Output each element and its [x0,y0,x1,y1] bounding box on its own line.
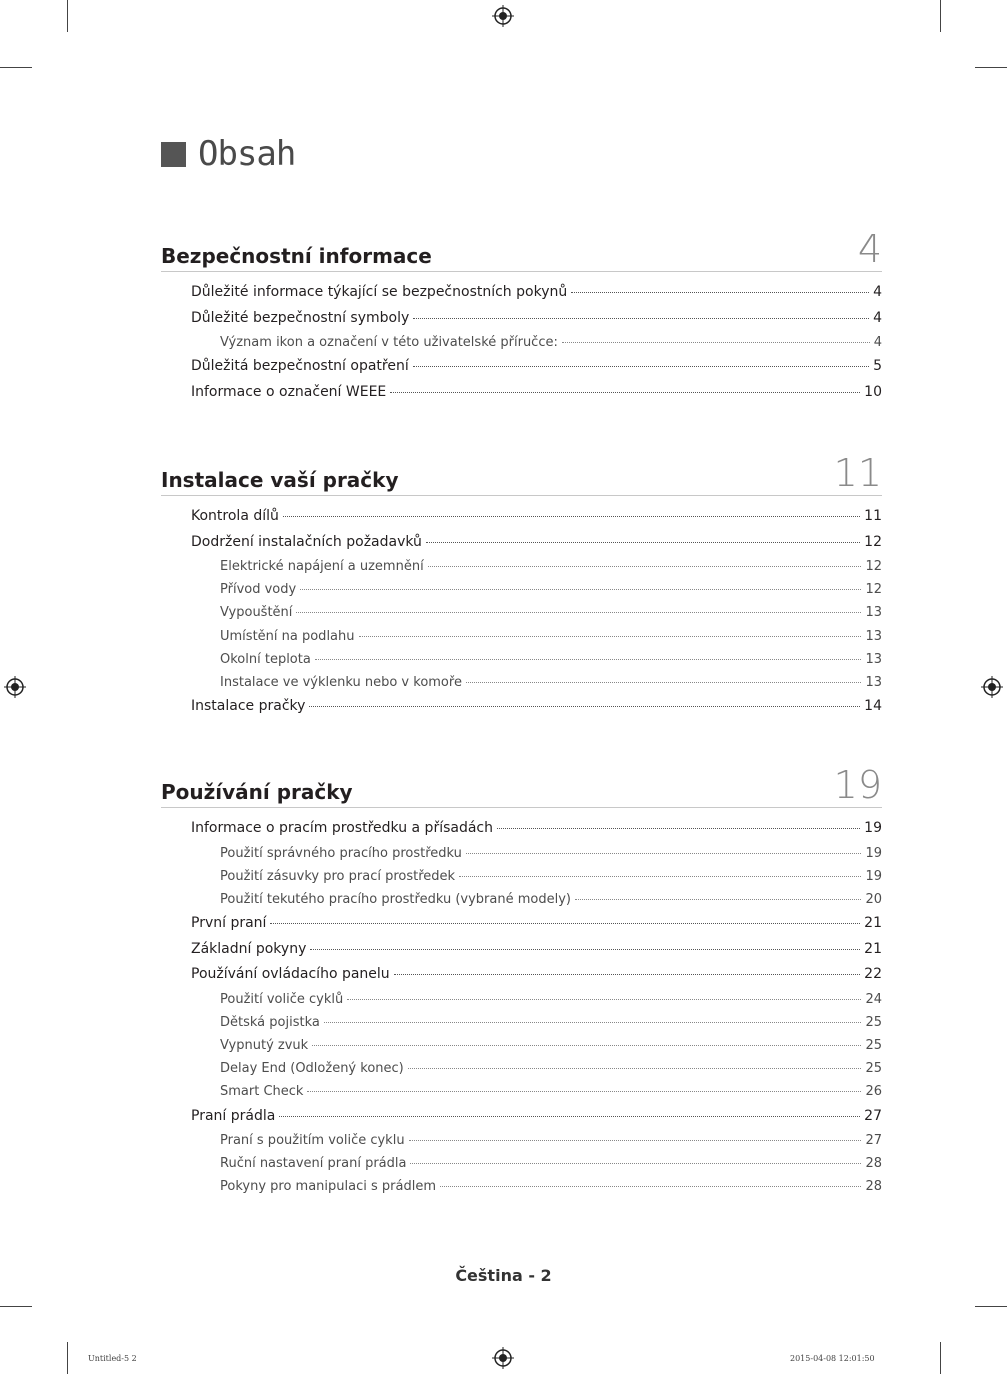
toc-entries [161,508,882,724]
toc-entry-label: Vypouštění [220,605,293,621]
crop-mark [0,1306,32,1307]
dot-leader [279,1116,860,1117]
title-square-icon [161,142,186,167]
toc-entry-label: Informace o označení WEEE [191,383,387,400]
toc-entry-page: 13 [865,605,882,621]
toc-entry[interactable] [161,310,882,336]
dot-leader [466,853,862,854]
toc-entry-page: 21 [864,940,882,957]
toc-section-safety [161,227,882,409]
toc-entry[interactable] [161,1015,882,1038]
toc-entry-page: 4 [873,309,882,326]
toc-entry[interactable] [161,892,882,915]
toc-entry-page: 28 [865,1179,882,1195]
section-title: Bezpečnostní informace [161,244,432,268]
section-header [161,763,882,808]
dot-leader [310,949,860,950]
toc-entry-page: 10 [864,383,882,400]
printer-slug-right: 2015-04-08 12:01:50 [790,1354,875,1363]
section-title: Používání pračky [161,780,353,804]
toc-entry[interactable] [161,1061,882,1084]
toc-entry-page: 19 [864,820,882,836]
dot-leader [300,589,861,590]
registration-mark-icon [981,676,1003,698]
dot-leader [426,542,860,543]
dot-leader [497,828,860,829]
toc-entry[interactable] [161,1038,882,1061]
toc-entry-page: 13 [865,628,882,644]
toc-entry-label: Smart Check [220,1084,304,1100]
toc-entry-page: 12 [865,559,882,574]
toc-entry-label: Delay End (Odložený konec) [220,1061,404,1077]
dot-leader [394,974,860,975]
toc-entries [161,820,882,1203]
page-title [161,134,295,174]
dot-leader [309,706,860,707]
toc-entry-label: Dětská pojistka [220,1014,320,1030]
toc-entry-label: Kontrola dílů [191,508,279,524]
toc-entry[interactable] [161,869,882,892]
toc-entry-page: 28 [865,1156,882,1172]
dot-leader [409,1140,862,1141]
toc-entry-label: Vypnutý zvuk [220,1037,309,1053]
toc-entry-page: 13 [865,651,882,667]
toc-entry-page: 27 [864,1107,882,1124]
toc-entry[interactable] [161,384,882,410]
crop-mark [975,1306,1007,1307]
toc-entry-label: Pokyny pro manipulaci s prádlem [220,1179,436,1195]
toc-entry-page: 20 [865,891,882,907]
toc-entry-label: Elektrické napájení a uzemnění [220,559,424,574]
dot-leader [459,876,861,877]
dot-leader [575,899,861,900]
toc-entry[interactable] [161,335,882,358]
toc-entry-label: Praní s použitím voliče cyklu [220,1133,405,1148]
toc-entry-label: Důležitá bezpečnostní opatření [191,358,409,375]
toc-entry-label: Informace o pracím prostředku a přísadách [191,820,493,836]
dot-leader [390,392,860,393]
toc-entry-page: 12 [865,582,882,598]
section-page-number: 19 [833,763,882,807]
dot-leader [562,342,870,343]
toc-entry-page: 25 [865,1061,882,1077]
dot-leader [413,366,869,367]
toc-entry[interactable] [161,508,882,534]
dot-leader [440,1186,861,1187]
toc-entry-page: 25 [865,1014,882,1030]
toc-entry-label: Základní pokyny [191,940,307,957]
toc-entry[interactable] [161,941,882,967]
dot-leader [312,1045,861,1046]
toc-entry-page: 27 [865,1133,882,1148]
toc-entry-label: Důležité bezpečnostní symboly [191,309,410,326]
toc-entry-page: 5 [873,358,882,375]
toc-entry[interactable] [161,915,882,941]
section-header [161,227,882,272]
toc-entry-page: 4 [873,335,882,350]
toc-entry-label: Umístění na podlahu [220,628,355,644]
toc-entry[interactable] [161,992,882,1015]
toc-entry-page: 19 [865,868,882,884]
toc-entry[interactable] [161,1108,882,1134]
crop-mark [67,1342,68,1374]
toc-entry-page: 22 [864,966,882,983]
toc-entry[interactable] [161,284,882,310]
toc-entry-label: Dodržení instalačních požadavků [191,533,422,550]
toc-entry-label: První praní [191,915,267,932]
toc-entry[interactable] [161,358,882,384]
dot-leader [413,318,869,319]
section-title: Instalace vaší pračky [161,468,399,492]
printer-slug-left: Untitled-5 2 [88,1354,137,1363]
toc-entry-page: 26 [865,1084,882,1100]
dot-leader [347,999,861,1000]
section-header [161,451,882,496]
dot-leader [296,612,861,613]
crop-mark [0,67,32,68]
dot-leader [428,566,862,567]
toc-entry-page: 24 [865,991,882,1007]
toc-entry-page: 13 [865,674,882,690]
crop-mark [940,1342,941,1374]
toc-entry-label: Použití tekutého pracího prostředku (vybrané modely) [220,891,571,907]
registration-mark-icon [4,676,26,698]
toc-entry[interactable] [161,846,882,869]
toc-entry-label: Používání ovládacího panelu [191,966,390,983]
dot-leader [466,682,862,683]
toc-entry-page: 14 [864,698,882,715]
toc-entry[interactable] [161,605,882,628]
toc-section-installation [161,451,882,724]
toc-entry-page: 19 [865,845,882,861]
registration-mark-icon [492,1347,514,1369]
toc-entry-page: 21 [864,915,882,932]
toc-entry[interactable] [161,820,882,846]
toc-entry[interactable] [161,1133,882,1156]
toc-entry[interactable] [161,1084,882,1107]
crop-mark [975,67,1007,68]
toc-entry-page: 25 [865,1037,882,1053]
toc-entries [161,284,882,409]
toc-entry[interactable] [161,675,882,698]
dot-leader [283,516,860,517]
toc-entry-label: Okolní teplota [220,651,311,667]
section-page-number: 11 [833,451,882,495]
dot-leader [270,923,860,924]
toc-entry[interactable] [161,629,882,652]
toc-entry[interactable] [161,652,882,675]
page-title-text: Obsah [198,134,296,174]
toc-entry-label: Přívod vody [220,582,297,598]
toc-entry-label: Použití voliče cyklů [220,991,344,1007]
toc-entry-label: Důležité informace týkající se bezpečnostních pokynů [191,284,568,300]
dot-leader [324,1022,862,1023]
dot-leader [410,1163,861,1164]
toc-entry-page: 12 [864,533,882,550]
toc-entry[interactable] [161,559,882,582]
registration-mark-icon [492,5,514,27]
toc-entry-label: Instalace pračky [191,698,306,715]
toc-entry[interactable] [161,1179,882,1202]
toc-entry[interactable] [161,966,882,992]
page-footer: Čeština - 2 [455,1266,552,1285]
section-page-number: 4 [857,227,882,271]
toc-entry-label: Použití správného pracího prostředku [220,845,462,861]
dot-leader [315,659,862,660]
toc-entry[interactable] [161,1156,882,1179]
toc-entry-label: Praní prádla [191,1107,276,1124]
toc-entry-label: Použití zásuvky pro prací prostředek [220,868,456,884]
toc-entry-label: Ruční nastavení praní prádla [220,1156,407,1172]
toc-entry[interactable] [161,582,882,605]
crop-mark [940,0,941,32]
toc-entry-page: 4 [873,284,882,300]
toc-entry-label: Význam ikon a označení v této uživatelské příručce: [220,335,558,350]
dot-leader [359,636,862,637]
toc-entry-page: 11 [864,508,882,524]
toc-entry[interactable] [161,698,882,724]
toc-entry[interactable] [161,534,882,560]
dot-leader [571,292,869,293]
dot-leader [408,1068,862,1069]
toc-entry-label: Instalace ve výklenku nebo v komoře [220,674,462,690]
crop-mark [67,0,68,32]
toc-section-usage [161,763,882,1203]
dot-leader [307,1091,861,1092]
